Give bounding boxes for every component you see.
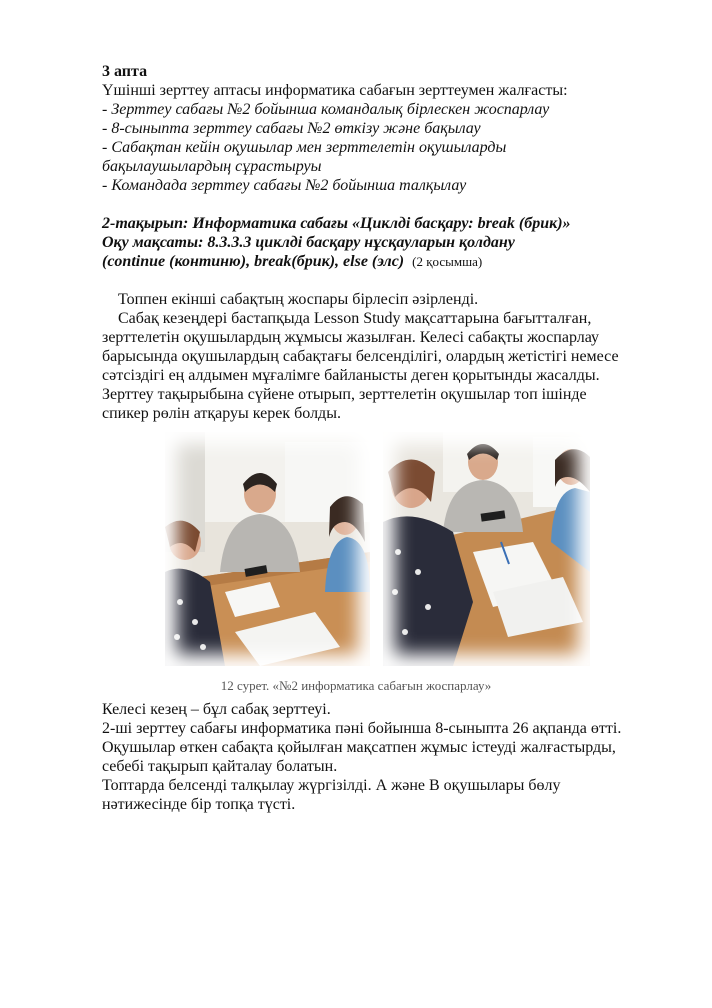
photo-illustration <box>383 432 590 666</box>
paragraph-line: сәтсіздігі ең алдымен мұғалімге байланысты деген қорытынды жасалды. <box>102 367 600 384</box>
paragraph-line: Топтарда белсенді талқылау жүргізілді. А және В оқушылары бөлу <box>102 777 561 794</box>
paragraph-line: нәтижесінде бір топқа түсті. <box>102 796 296 813</box>
photo-planning-left <box>165 432 370 666</box>
photo-illustration <box>165 432 370 666</box>
intro-line: Үшінші зерттеу аптасы информатика сабағын зерттеумен жалғасты: <box>102 82 568 99</box>
bullet-item: - Сабақтан кейін оқушылар мен зерттелетін оқушыларды <box>102 139 507 156</box>
paragraph-line: Топпен екінші сабақтың жоспары бірлесіп әзірленді. <box>102 291 479 308</box>
paragraph-line: себебі тақырып қайталау болатын. <box>102 758 338 775</box>
paragraph-line: Сабақ кезеңдері бастапқыда Lesson Study мақсаттарына бағытталған, <box>102 310 592 327</box>
paragraph-line: спикер рөлін атқаруы керек болды. <box>102 405 341 422</box>
objective-commands: (continue (континю), break(брик), else (элс) <box>102 253 405 270</box>
objective-continuation <box>102 252 482 271</box>
topic-title: 2-тақырып: Информатика сабағы «Циклді басқару: break (брик)» <box>102 215 571 232</box>
bullet-item: - 8-сыныпта зерттеу сабағы №2 өткізу және бақылау <box>102 120 481 137</box>
paragraph-line: зерттелетін оқушылардың жұмысы жазылған. Келесі сабақты жоспарлау <box>102 329 600 346</box>
bullet-item: - Командада зерттеу сабағы №2 бойынша талқылау <box>102 177 467 194</box>
paragraph-line: Оқушылар өткен сабақта қойылған мақсатпен жұмыс істеуді жалғастырды, <box>102 739 616 756</box>
paragraph-line: Келесі кезең – бұл сабақ зерттеуі. <box>102 701 331 718</box>
photo-planning-right <box>383 432 590 666</box>
appendix-note: (2 қосымша) <box>412 254 483 269</box>
paragraph-line: Зерттеу тақырыбына сүйене отырып, зерттелетін оқушылар топ ішінде <box>102 386 587 403</box>
figure-caption: 12 сурет. «№2 информатика сабағын жоспарлау» <box>220 678 492 693</box>
week-heading: 3 апта <box>102 63 148 80</box>
learning-objective: Оқу мақсаты: 8.3.3.3 циклді басқару нұсқауларын қолдану <box>102 234 515 251</box>
bullet-item: - Зерттеу сабағы №2 бойынша командалық бірлескен жоспарлау <box>102 101 550 118</box>
bullet-item: бақылаушылардың сұрастыруы <box>102 158 322 175</box>
paragraph-line: барысында оқушылардың сабақтағы белсенділігі, олардың жетістігі немесе <box>102 348 619 365</box>
paragraph-line: 2-ші зерттеу сабағы информатика пәні бойынша 8-сыныпта 26 ақпанда өтті. <box>102 720 622 737</box>
